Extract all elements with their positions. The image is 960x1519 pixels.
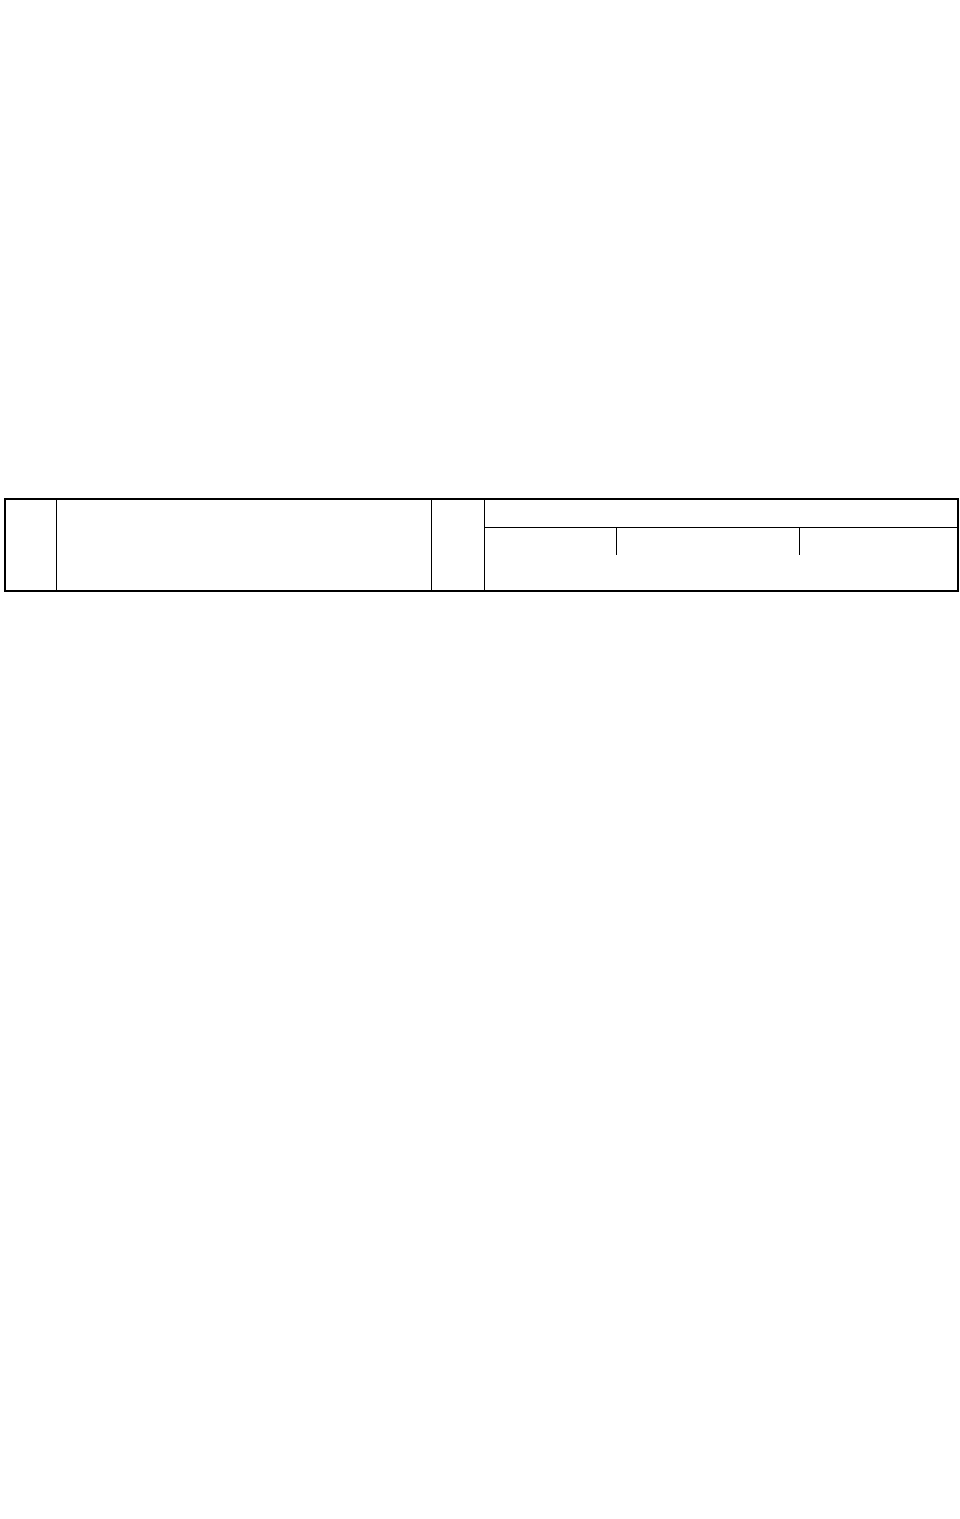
col-7 (746, 555, 799, 591)
supp-header (616, 527, 799, 555)
main-table (4, 498, 959, 592)
activities-header (484, 499, 958, 527)
rownum-header-cont (431, 555, 484, 591)
name-header (56, 499, 431, 591)
col-5 (484, 555, 616, 591)
total-header (799, 527, 958, 555)
acct-header (5, 499, 56, 555)
main-header (484, 527, 616, 555)
col-6 (616, 555, 746, 591)
col-8 (799, 555, 958, 591)
acct-header-cont (5, 555, 56, 591)
rownum-header (431, 499, 484, 555)
